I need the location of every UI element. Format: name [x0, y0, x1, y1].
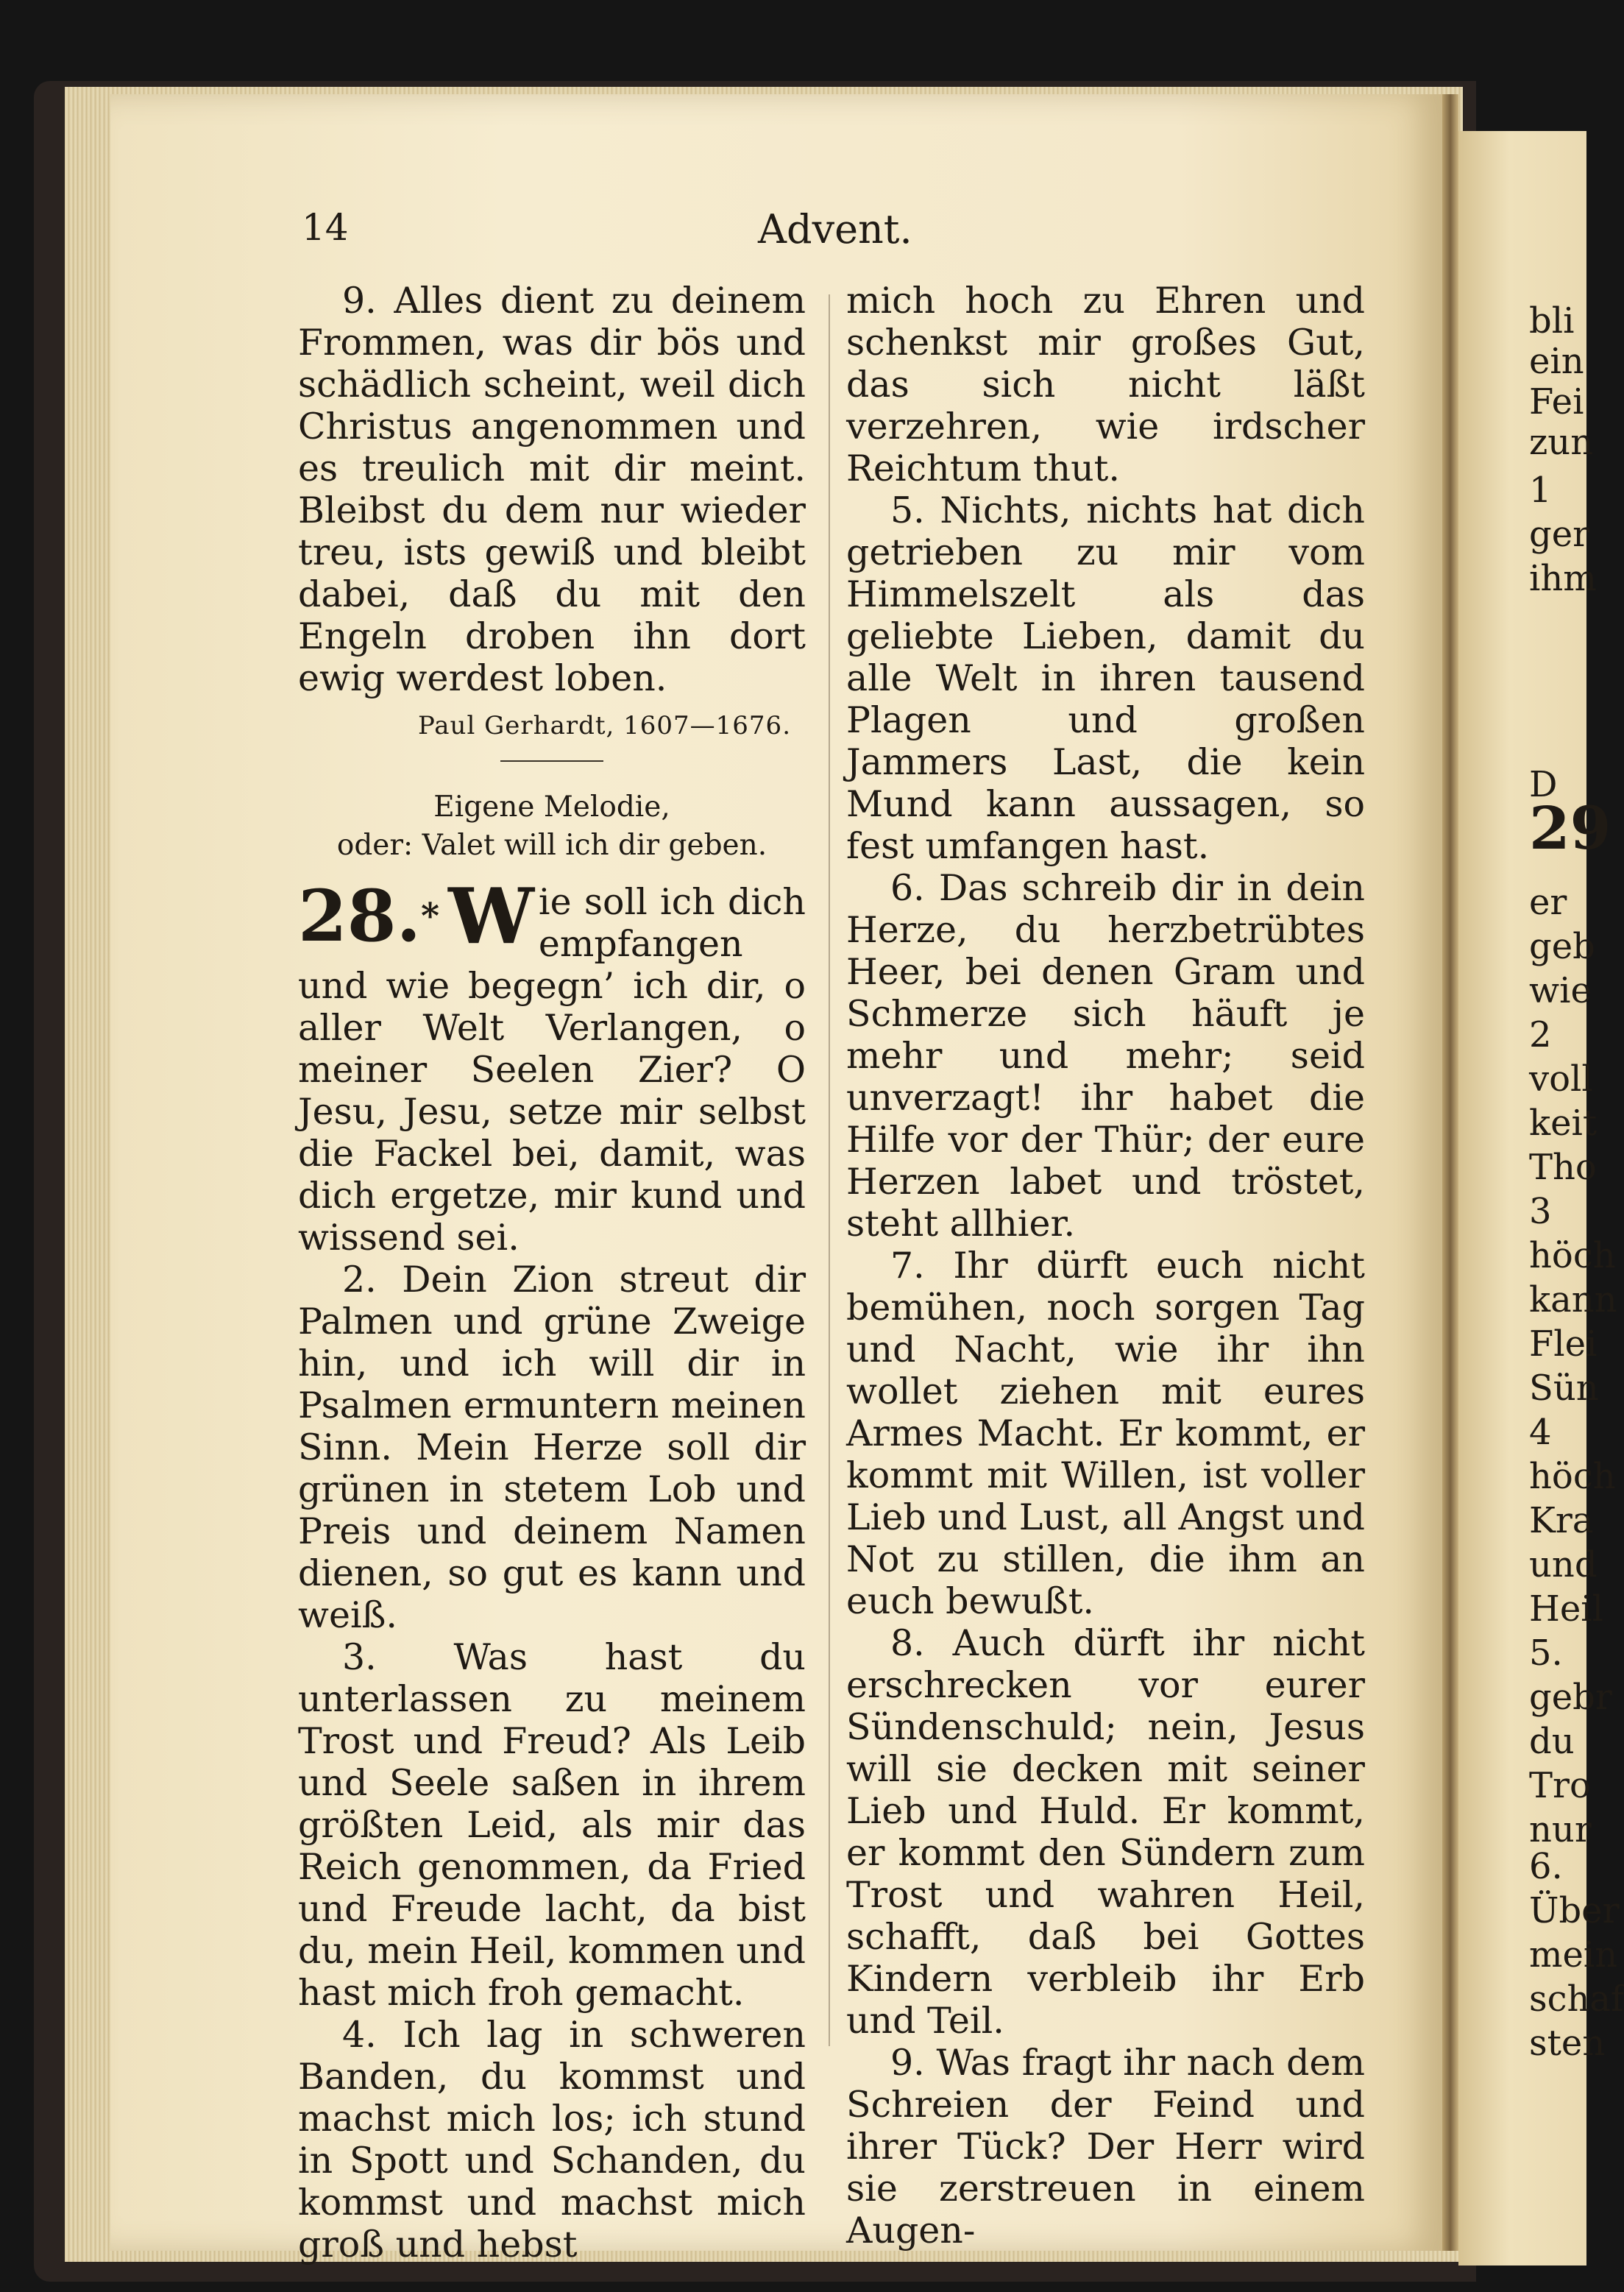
hymn28-verse5: 5. Nichts, nichts hat dich getrieben zu mir vom Himmelszelt als das geliebte Lieben, damit du alle Welt in ihren tausend Plagen und großen Jammers Last, die kein Mund kann aussagen, so fest umfangen hast. — [846, 489, 1365, 867]
running-head: Advent. — [758, 206, 912, 252]
next-page-fragment: bli — [1529, 300, 1575, 342]
hymn28-verse4-continued: mich hoch zu Ehren und schenkst mir großes Gut, das sich nicht läßt verzehren, wie irdscher Reichtum thut. — [846, 280, 1365, 489]
next-page-fragment: 29 — [1529, 793, 1611, 863]
next-page-fragment: zun — [1529, 422, 1594, 463]
page-number: 14 — [302, 206, 349, 249]
next-page-fragment: geb — [1529, 926, 1595, 967]
next-page-fragment: 6. — [1529, 1846, 1563, 1887]
next-page-fragment: 4 — [1529, 1412, 1552, 1453]
next-page-fragment: kann — [1529, 1279, 1617, 1320]
next-page-fragment: wie — [1529, 970, 1592, 1011]
next-page-fragment: ein — [1529, 341, 1584, 382]
next-page-fragment: höch — [1529, 1456, 1616, 1497]
next-page-fragment: D — [1529, 764, 1558, 805]
next-page-fragment: ger — [1529, 514, 1590, 555]
next-page-fragment: Tho — [1529, 1147, 1597, 1188]
next-page-fragment: Fei — [1529, 381, 1584, 422]
left-column — [298, 280, 806, 2266]
next-page-fragment: du — [1529, 1721, 1575, 1762]
column-divider — [829, 294, 830, 2046]
next-page-fragment: sten — [1529, 2023, 1606, 2064]
right-column — [846, 280, 1365, 2252]
hymn28-verse3: 3. Was hast du unterlassen zu meinem Trost und Freud? Als Leib und Seele saßen in ihrem größten Leid, als mir das Reich genommen, da Fried und Freude lacht, da bist du, mein Heil, kommen und hast mich froh gemacht. — [298, 1636, 806, 2014]
page-header — [302, 206, 1354, 265]
dropcap: W — [448, 871, 534, 961]
next-page-fragment: Tro — [1529, 1765, 1591, 1806]
hymn28-verse1-text: ie soll ich dich empfangen und wie begegn’ ich dir, o aller Welt Verlangen, o meiner Seelen Zier? O Jesu, Jesu, setze mir selbst die Fackel bei, damit, was dich ergetze, mir kund und wissend sei. — [298, 881, 806, 1259]
next-page-fragment: 5. — [1529, 1633, 1563, 1674]
melody-line-2: oder: Valet will ich dir geben. — [336, 829, 767, 862]
book-gutter — [1442, 94, 1458, 2251]
next-page-fragment: gebr — [1529, 1677, 1612, 1718]
next-page-fragment: Flei — [1529, 1323, 1598, 1365]
next-page-fragment: voll — [1529, 1058, 1593, 1100]
next-page-fragment: und — [1529, 1544, 1598, 1585]
next-page-fragment: keit — [1529, 1103, 1598, 1144]
next-page-fragment: höch — [1529, 1235, 1616, 1276]
hymn28-verse4: 4. Ich lag in schweren Banden, du kommst und machst mich los; ich stund in Spott und Schanden, du kommst und machst mich groß und hebst — [298, 2014, 806, 2266]
next-page-fragment: Heil — [1529, 1588, 1603, 1630]
next-page-fragment: Über — [1529, 1890, 1620, 1931]
next-page-fragment: Sün — [1529, 1368, 1599, 1409]
hymn28-verse8: 8. Auch dürft ihr nicht erschrecken vor eurer Sündenschuld; nein, Jesus will sie decken mit seiner Lieb und Huld. Er kommt, er kommt den Sündern zum Trost und wahren Heil, schafft, daß bei Gottes Kindern verbleib ihr Erb und Teil. — [846, 1622, 1365, 2042]
hymn28-verse9: 9. Was fragt ihr nach dem Schreien der Feind und ihrer Tück? Der Herr wird sie zerstreuen in einem Augen- — [846, 2042, 1365, 2252]
next-page-fragment: 3 — [1529, 1191, 1552, 1232]
next-page-fragment: 2 — [1529, 1014, 1552, 1055]
next-page-fragment: Kra — [1529, 1500, 1594, 1541]
hymn28-verse1 — [298, 871, 806, 1259]
melody-line-1: Eigene Melodie, — [433, 790, 670, 824]
next-page-edge — [1458, 131, 1624, 2266]
next-page-fragment: 1 — [1529, 470, 1552, 511]
hymn28-verse7: 7. Ihr dürft euch nicht bemühen, noch sorgen Tag und Nacht, wie ihr ihn wollet ziehen mit eures Armes Macht. Er kommt, er kommt mit Willen, ist voller Lieb und Lust, all Angst und Not zu stillen, die ihm an euch bewußt. — [846, 1245, 1365, 1622]
next-page-fragment: ihm — [1529, 558, 1597, 599]
next-page-fragment: mein — [1529, 1934, 1618, 1976]
next-page-fragment: nur — [1529, 1809, 1592, 1850]
hymn-author: Paul Gerhardt, 1607—1676. — [417, 711, 791, 740]
hymn28-verse6: 6. Das schreib dir in dein Herze, du herzbetrübtes Heer, bei denen Gram und Schmerze sich häuft je mehr und mehr; seid unverzagt! ihr habet die Hilfe vor der Thür; der eure Herzen labet und tröstet, steht allhier. — [846, 867, 1365, 1245]
next-page-fragment: schaf — [1529, 1978, 1624, 2020]
hymn-number: 28.* — [298, 874, 440, 958]
hymn28-verse2: 2. Dein Zion streut dir Palmen und grüne Zweige hin, und ich will dir in Psalmen ermuntern meinen Sinn. Mein Herze soll dir grünen in stetem Lob und Preis und deinem Namen dienen, so gut es kann und weiß. — [298, 1259, 806, 1636]
section-rule — [500, 760, 603, 762]
next-page-fragment: er — [1529, 882, 1567, 923]
hymn27-verse9: 9. Alles dient zu deinem Frommen, was dir bös und schädlich scheint, weil dich Christus angenommen und es treulich mit dir meint. Bleibst du dem nur wieder treu, ists gewiß und bleibt dabei, daß du mit den Engeln droben ihn dort ewig werdest loben. — [298, 280, 806, 699]
